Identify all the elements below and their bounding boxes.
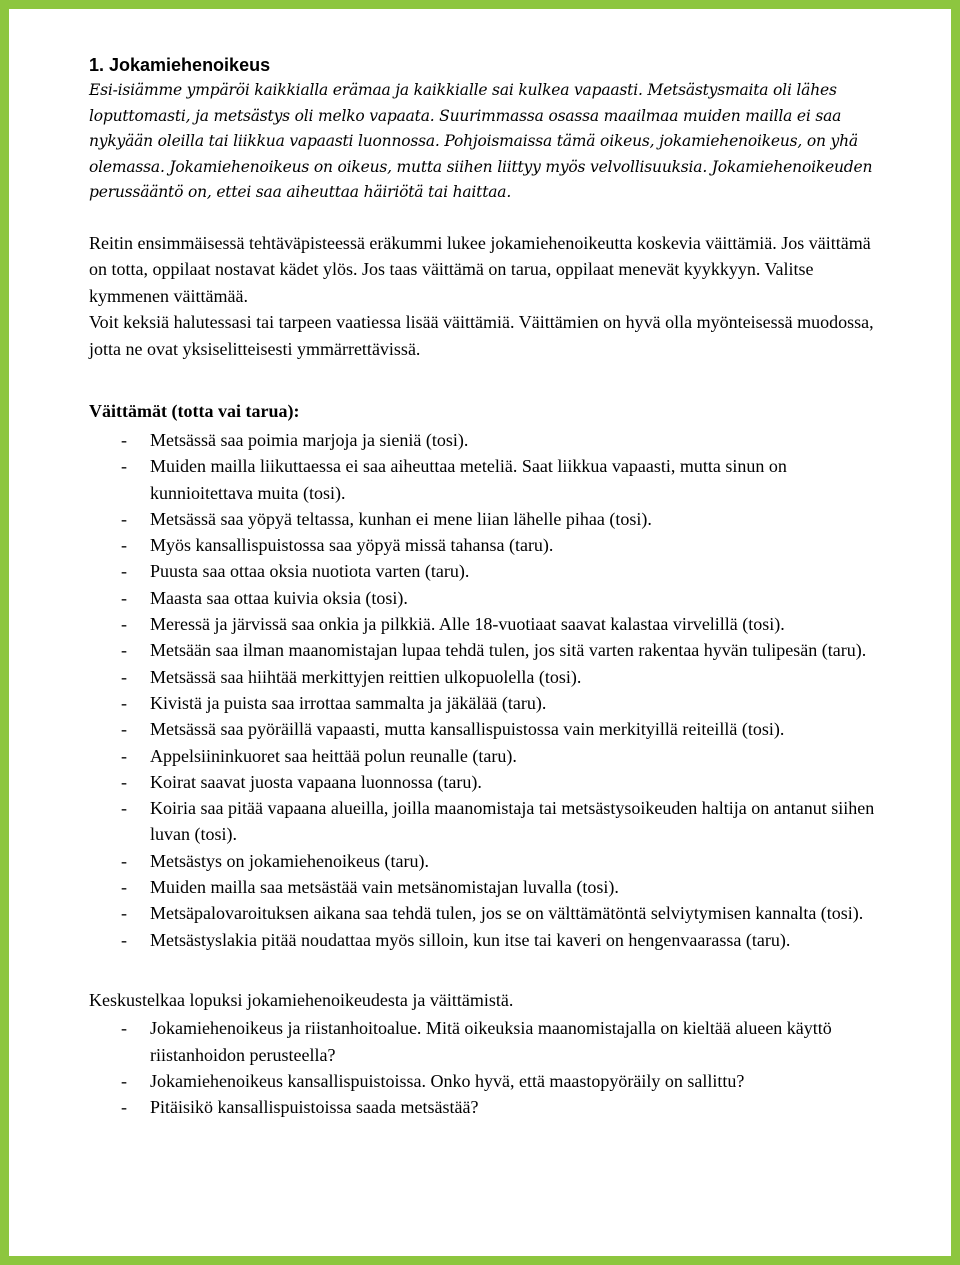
- instructions-paragraph: Reitin ensimmäisessä tehtäväpisteessä eräkummi lukee jokamiehenoikeutta koskevia väittämiä. Jos väittämä on totta, oppilaat nostavat kädet ylös. Jos taas väittämä on tarua, oppilaat menevät kyykkyyn. Valitse kymmenen väittämää.: [89, 232, 871, 306]
- list-item: - Jokamiehenoikeus ja riistanhoitoalue. Mitä oikeuksia maanomistajalla on kieltää alueen käyttö riistanhoidon perusteella?: [89, 1015, 889, 1068]
- list-item: - Pitäisikö kansallispuistoissa saada metsästää?: [89, 1094, 889, 1120]
- closing-paragraph: Keskustelkaa lopuksi jokamiehenoikeudesta ja väittämistä.: [89, 989, 514, 1010]
- statements-heading: Väittämät (totta vai tarua):: [89, 401, 300, 421]
- list-item: - Metsäpalovaroituksen aikana saa tehdä tulen, jos se on välttämätöntä selviytymisen kannalta (tosi).: [89, 900, 889, 926]
- list-item: - Appelsiininkuoret saa heittää polun reunalle (taru).: [89, 743, 889, 769]
- list-item: - Metsään saa ilman maanomistajan lupaa tehdä tulen, jos sitä varten rakentaa hyvän tulipesän (taru).: [89, 637, 889, 663]
- discussion-list: [89, 1015, 889, 1120]
- list-item: - Metsästyslakia pitää noudattaa myös silloin, kun itse tai kaveri on hengenvaarassa (taru).: [89, 927, 889, 953]
- list-item: - Muiden mailla liikuttaessa ei saa aiheuttaa meteliä. Saat liikkua vapaasti, mutta sinun on kunnioitettava muita (tosi).: [89, 453, 889, 506]
- list-item: - Meressä ja järvissä saa onkia ja pilkkiä. Alle 18-vuotiaat saavat kalastaa virvelillä (tosi).: [89, 611, 889, 637]
- list-item: - Myös kansallispuistossa saa yöpyä missä tahansa (taru).: [89, 532, 889, 558]
- list-item: - Metsässä saa poimia marjoja ja sieniä (tosi).: [89, 427, 889, 453]
- statements-list: [89, 427, 889, 953]
- document-title: 1. Jokamiehenoikeus: [89, 55, 271, 75]
- list-item: - Puusta saa ottaa oksia nuotiota varten (taru).: [89, 558, 889, 584]
- list-item: - Koiria saa pitää vapaana alueilla, joilla maanomistaja tai metsästysoikeuden haltija on antanut siihen luvan (tosi).: [89, 795, 889, 848]
- list-item: - Koirat saavat juosta vapaana luonnossa (taru).: [89, 769, 889, 795]
- list-item: - Metsässä saa yöpyä teltassa, kunhan ei mene liian lähelle pihaa (tosi).: [89, 506, 889, 532]
- list-item: - Muiden mailla saa metsästää vain metsänomistajan luvalla (tosi).: [89, 874, 889, 900]
- extra-instructions-paragraph: Voit keksiä halutessasi tai tarpeen vaatiessa lisää väittämiä. Väittämien on hyvä olla myönteisessä muodossa, jotta ne ovat yksiselitteisesti ymmärrettävissä.: [89, 312, 874, 359]
- list-item: - Maasta saa ottaa kuivia oksia (tosi).: [89, 585, 889, 611]
- list-item: - Kivistä ja puista saa irrottaa sammalta ja jäkälää (taru).: [89, 690, 889, 716]
- list-item: - Metsässä saa pyöräillä vapaasti, mutta kansallispuistossa vain merkityillä reiteillä (tosi).: [89, 716, 889, 742]
- intro-paragraph: Esi-isiämme ympäröi kaikkialla erämaa ja kaikkialle sai kulkea vapaasti. Metsästysmaita oli lähes loputtomasti, ja metsästys oli melko vapaata. Suurimmassa osassa maailmaa muiden mailla ei saa nykyään oleilla tai liikkua vapaasti luonnossa. Pohjoismaissa tämä oikeus, jokamiehenoikeus, on yhä olemassa. Jokamiehenoikeus on oikeus, mutta siihen liittyy myös velvollisuuksia. Jokamiehenoikeuden perussääntö on, ettei saa aiheuttaa häiriötä tai haittaa.: [89, 81, 873, 201]
- list-item: - Metsästys on jokamiehenoikeus (taru).: [89, 848, 889, 874]
- list-item: - Metsässä saa hiihtää merkittyjen reittien ulkopuolella (tosi).: [89, 664, 889, 690]
- document-body: [89, 54, 889, 1121]
- list-item: - Jokamiehenoikeus kansallispuistoissa. Onko hyvä, että maastopyöräily on sallittu?: [89, 1068, 889, 1094]
